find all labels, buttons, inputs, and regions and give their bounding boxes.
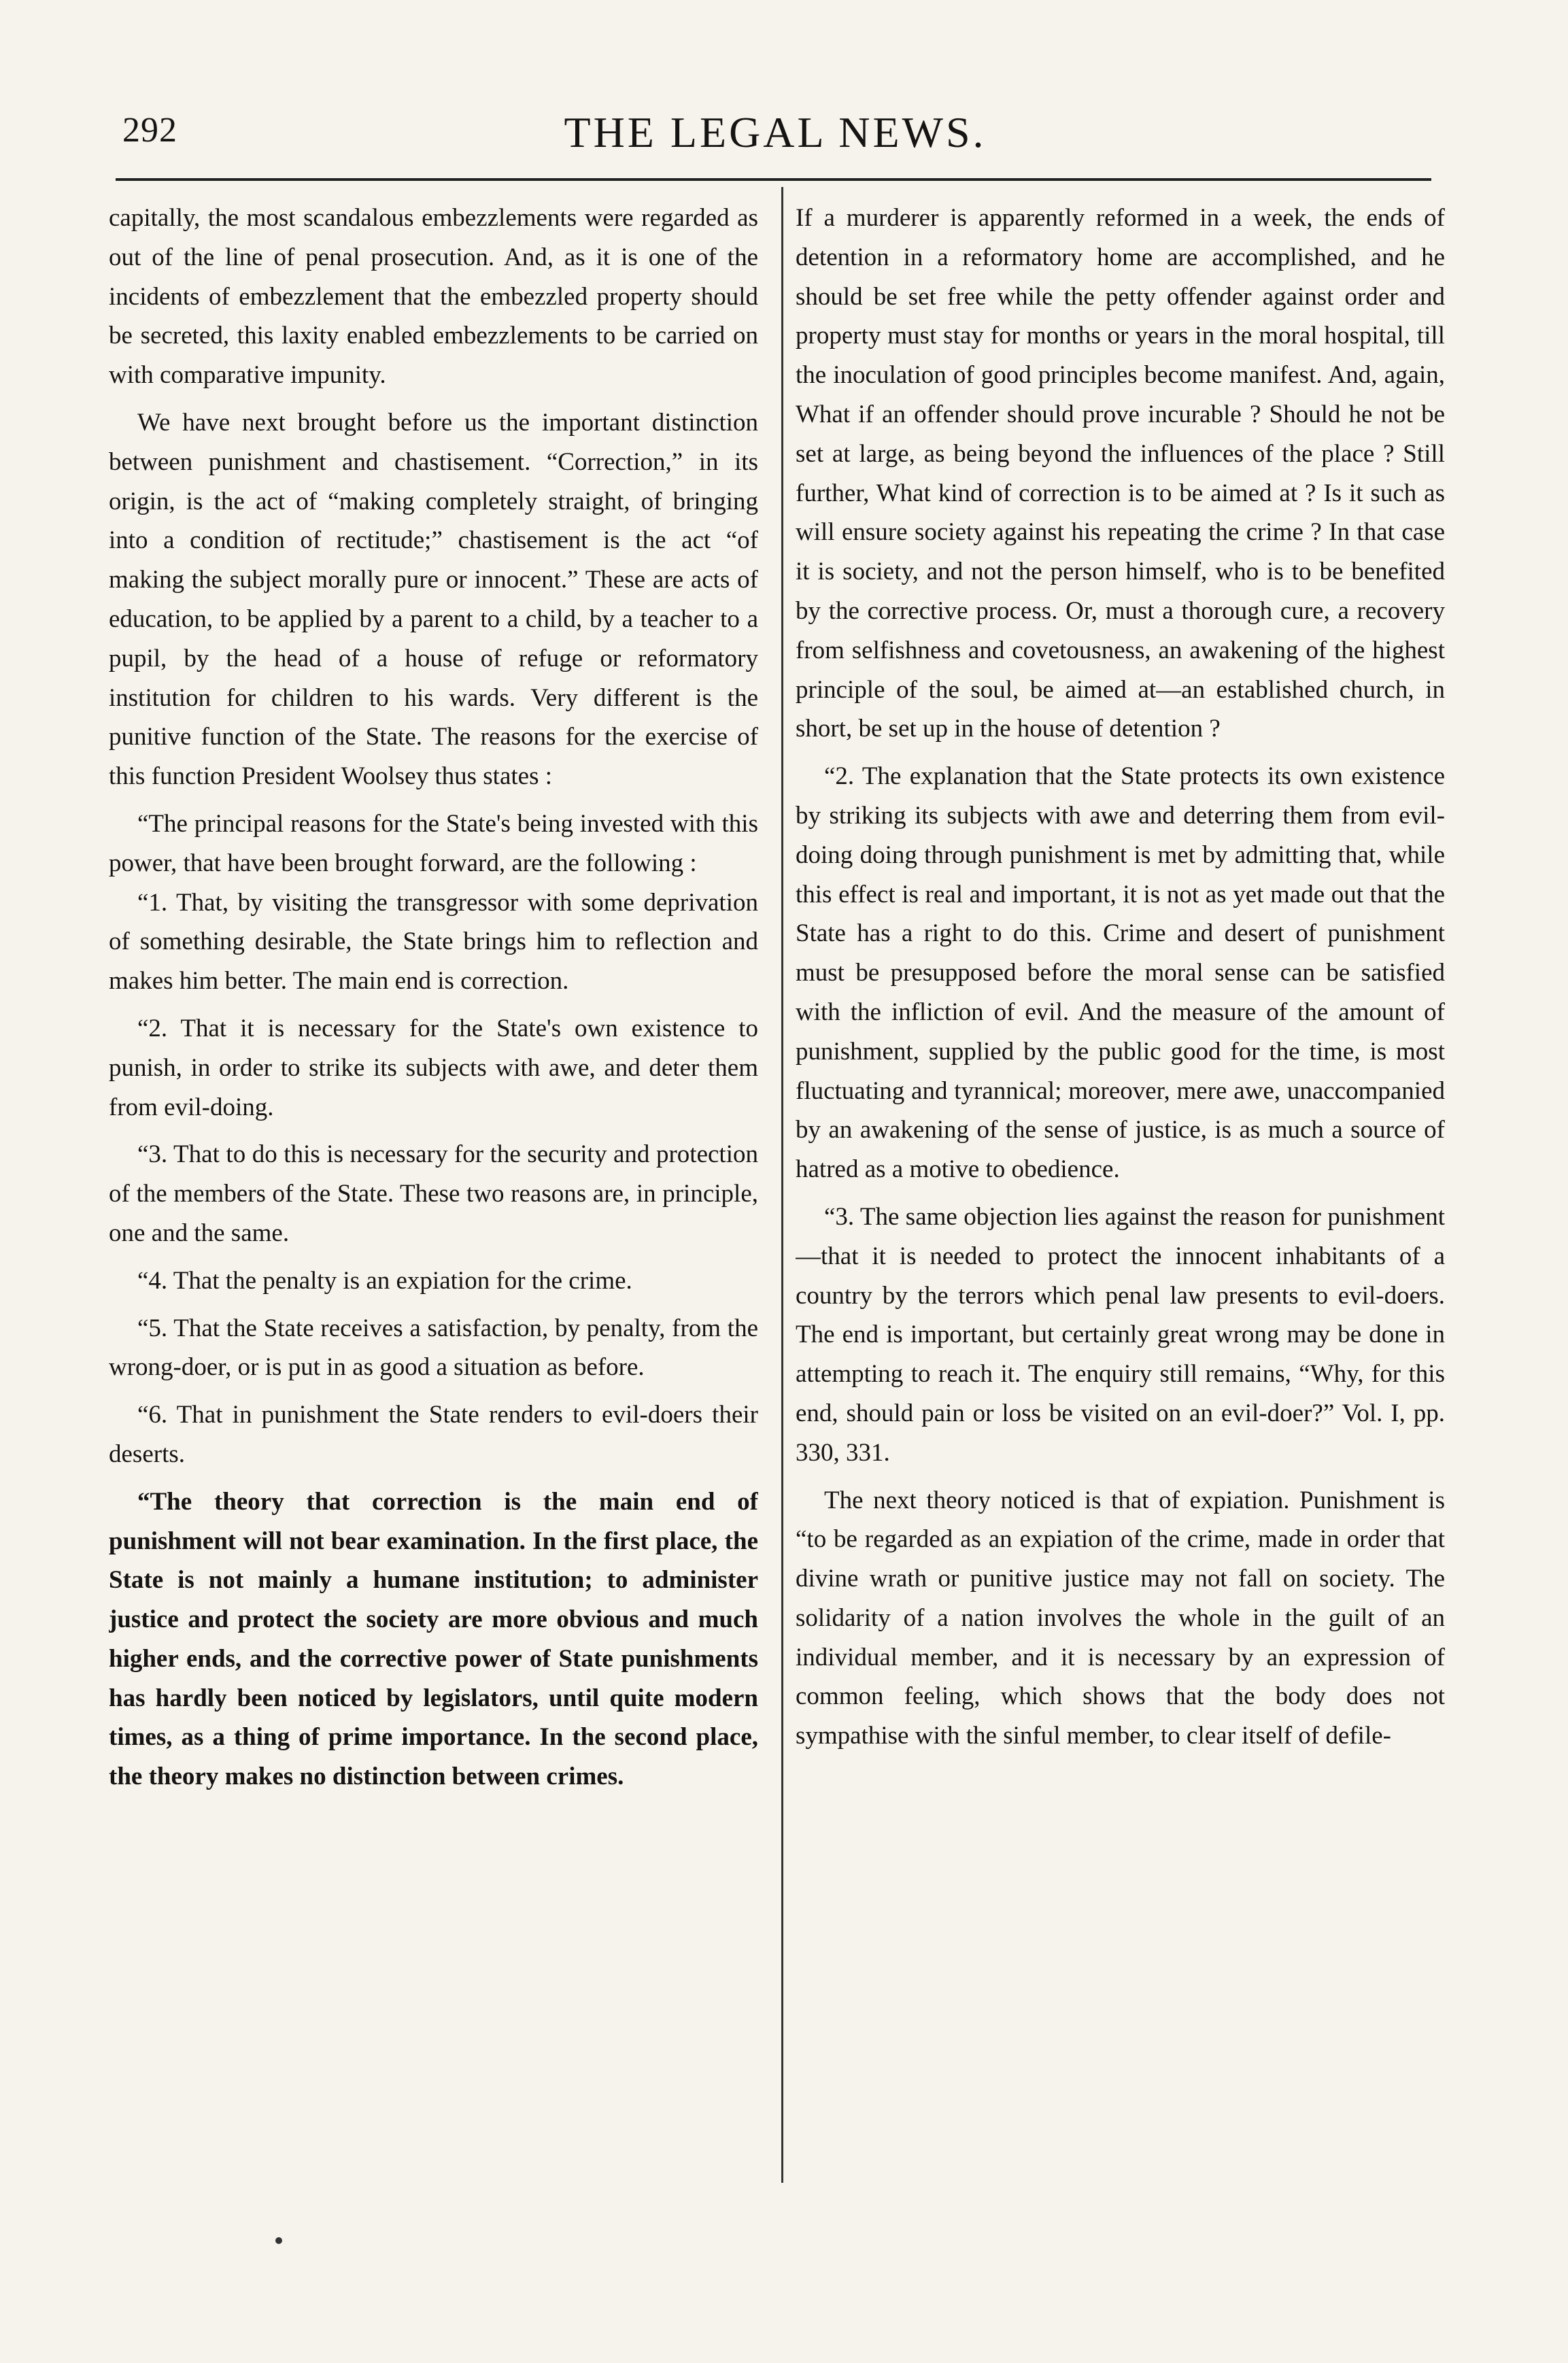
paragraph: capitally, the most scandalous embezzlements were regarded as out of the line of penal prosecution. And, as it is one of the incidents of embezzlement that the embezzled property should be secreted, this laxity enabled embezzlements to be carried on with comparative impunity.	[109, 204, 758, 390]
paragraph: “5. That the State receives a satisfaction, by penalty, from the wrong-doer, or is put in as good a situation as before.	[109, 1314, 758, 1382]
page-header	[122, 102, 1428, 177]
header-rule	[116, 178, 1431, 181]
left-column	[109, 199, 758, 2184]
paragraph: “6. That in punishment the State renders to evil-doers their deserts.	[109, 1401, 758, 1468]
paragraph: “The principal reasons for the State's being invested with this power, that have been brought forward, are the following :	[109, 809, 758, 877]
paragraph: The next theory noticed is that of expiation. Punishment is “to be regarded as an expiation of the crime, made in order that divine wrath or punitive justice may not fall on society. The solidarity of a nation involves the whole in the guilt of an individual member, and it is necessary by an expression of common feeling, which shows that the body does not sympathise with the sinful member, to clear itself of defile-	[796, 1486, 1445, 1750]
page-number: 292	[122, 111, 177, 150]
paragraph: If a murderer is apparently reformed in a week, the ends of detention in a reformatory home are accomplished, and he should be set free while the petty offender against order and property must stay for months or years in the moral hospital, till the inoculation of good principles become manifest. And, again, What if an offender should prove incurable ? Should he not be set at large, as being beyond the influences of the place ? Still further, What kind of correction is to be aimed at ? Is it such as will ensure society against his repeating the crime ? In that case it is society, and not the person himself, who is to be benefited by the corrective process. Or, must a thorough cure, a recovery from selfishness and covetousness, an awakening of the highest principle of the soul, be aimed at—an established church, in short, be set up in the house of detention ?	[796, 204, 1445, 743]
running-title: THE LEGAL NEWS.	[564, 108, 987, 156]
paragraph: “3. The same objection lies against the reason for punishment—that it is needed to protect the innocent inhabitants of a country by the terrors which penal law presents to evil-doers. The end is important, but certainly great wrong may be done in attempting to reach it. The enquiry still remains, “Why, for this end, should pain or loss be visited on an evil-doer?” Vol. I, pp. 330, 331.	[796, 1202, 1445, 1467]
paragraph: “4. That the penalty is an expiation for the crime.	[137, 1266, 632, 1295]
paragraph: “1. That, by visiting the transgressor with some deprivation of something desirable, the State brings him to reflection and makes him better. The main end is correction.	[109, 888, 758, 996]
ink-dot	[275, 2237, 282, 2244]
paragraph: “3. That to do this is necessary for the security and protection of the members of the State. These two reasons are, in principle, one and the same.	[109, 1140, 758, 1247]
paragraph: “The theory that correction is the main end of punishment will not bear examination. In the first place, the State is not mainly a humane institution; to administer justice and protect the society are more obvious and much higher ends, and the corrective power of State punishments has hardly been noticed by legislators, until quite modern times, as a thing of prime importance. In the second place, the theory makes no distinction between crimes.	[109, 1487, 758, 1791]
paragraph: “2. The explanation that the State protects its own existence by striking its subjects with awe and deterring them from evil-doing doing through punishment is met by admitting that, while this effect is real and important, it is not as yet made out that the State has a right to do this. Crime and desert of punishment must be presupposed before the moral sense can be satisfied with the infliction of evil. And the measure of the amount of punishment, supplied by the public good for the time, is most fluctuating and tyrannical; moreover, mere awe, unaccompanied by an awakening of the sense of justice, is as much a source of hatred as a motive to obedience.	[796, 762, 1445, 1184]
paragraph: We have next brought before us the important distinction between punishment and chastisement. “Correction,” in its origin, is the act of “making completely straight, of bringing into a condition of rectitude;” chastisement is the act “of making the subject morally pure or innocent.” These are acts of education, to be applied by a parent to a child, by a teacher to a pupil, by the head of a house of refuge or reformatory institution for children to his wards. Very different is the punitive function of the State. The reasons for the exercise of this function President Woolsey thus states :	[109, 408, 758, 791]
paragraph: “2. That it is necessary for the State's own existence to punish, in order to strike its subjects with awe, and deter them from evil-doing.	[109, 1014, 758, 1121]
column-divider	[781, 187, 783, 2183]
right-column	[796, 199, 1445, 2184]
